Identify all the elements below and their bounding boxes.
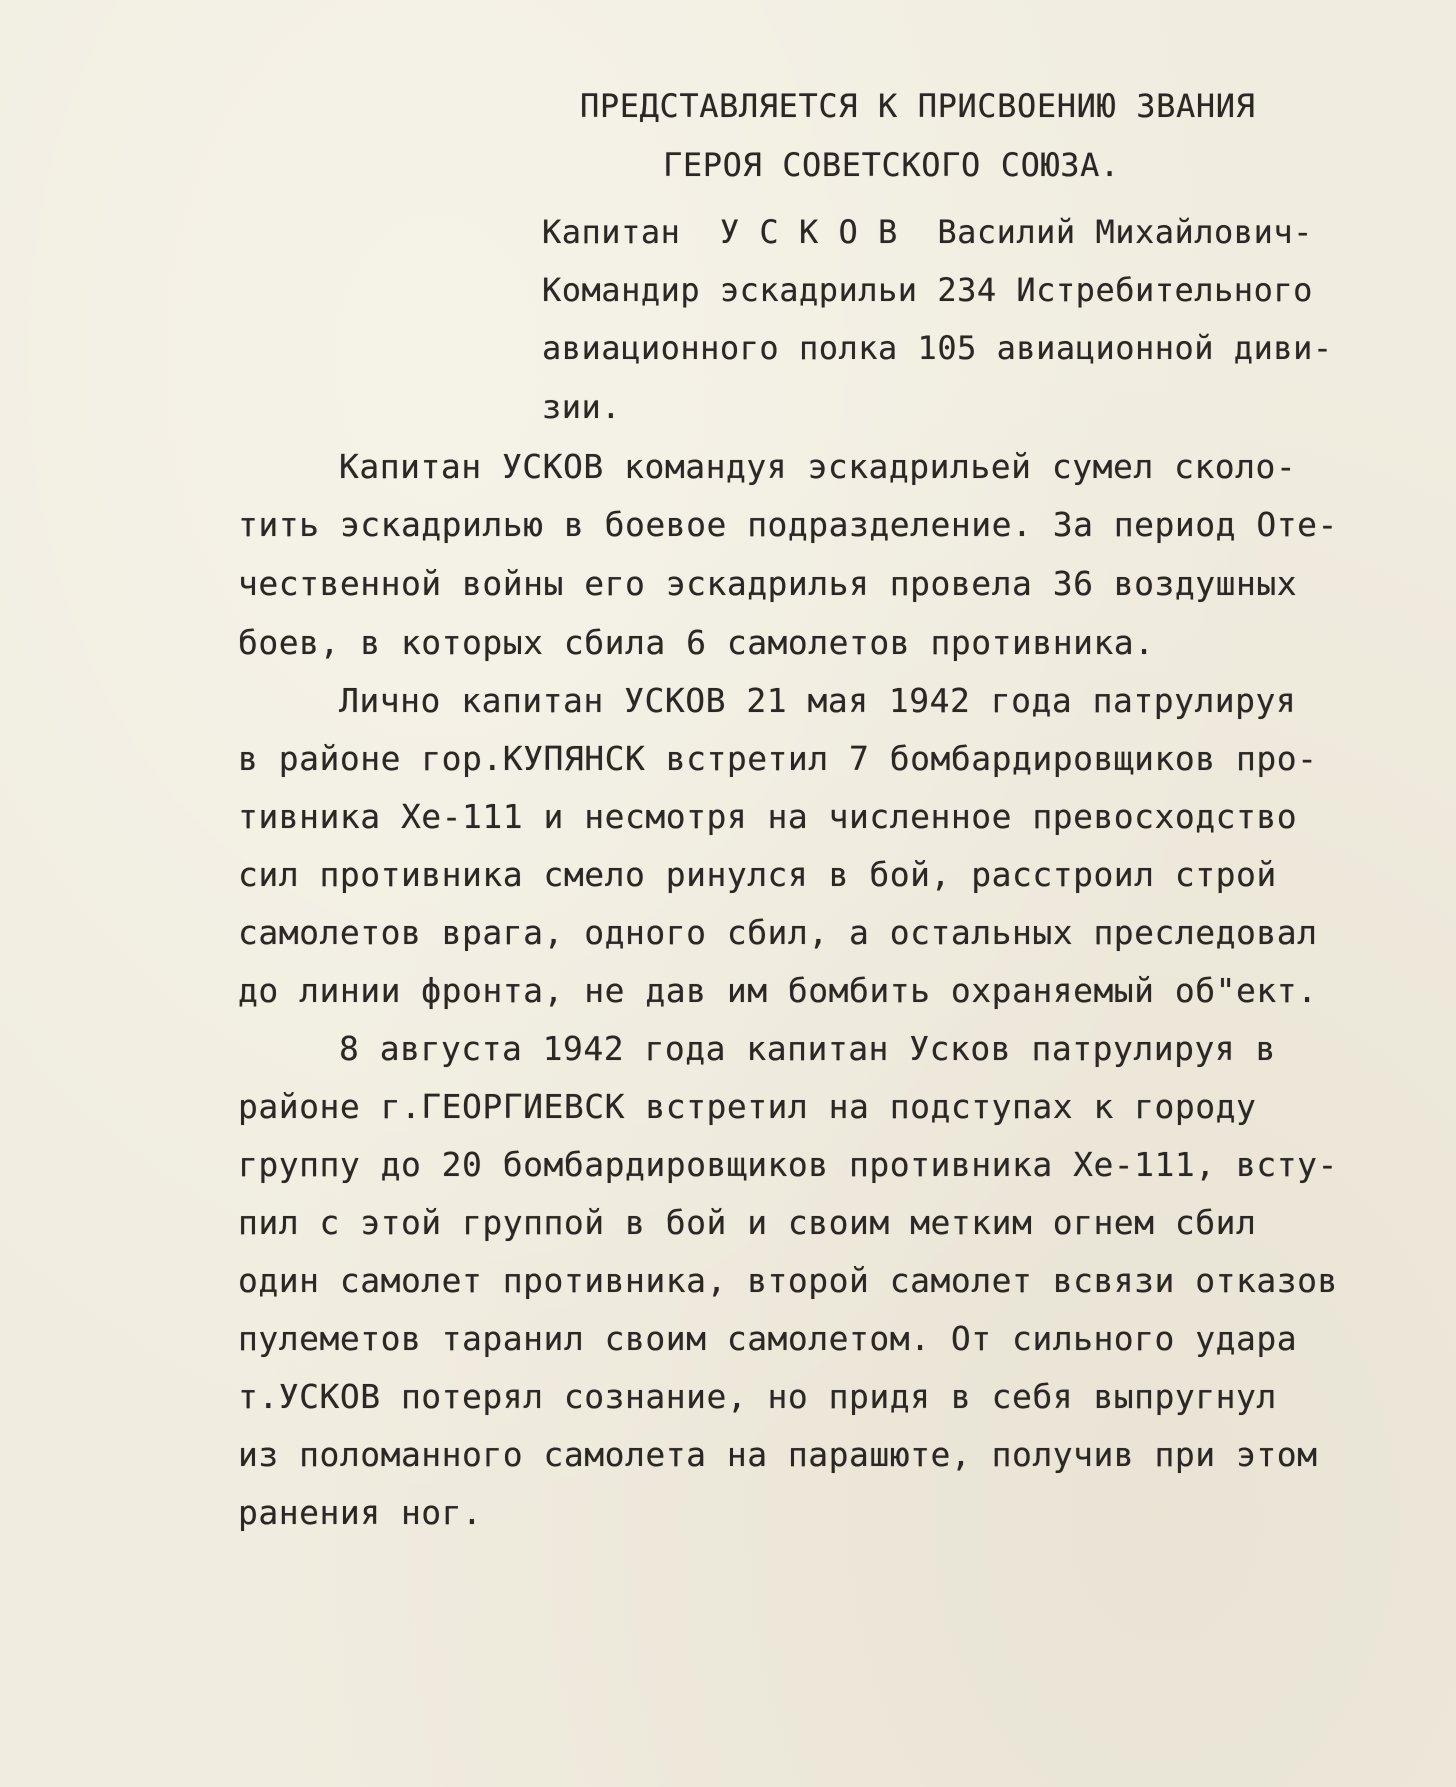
paragraph-3-line-9: ранения ног. — [238, 1493, 483, 1532]
paragraph-1-line-2: тить эскадрилью в боевое подразделение. За период Оте- — [238, 505, 1338, 544]
paragraph-2-line-2: в районе гор.КУПЯНСК встретил 7 бомбардировщиков про- — [238, 739, 1318, 778]
header-line-regiment: авиационного полка 105 авиационной диви- — [542, 329, 1333, 367]
paragraph-2-line-1: Лично капитан УСКОВ 21 мая 1942 года патрулируя — [339, 681, 1297, 720]
paragraph-2-line-6: до линии фронта, не дав им бомбить охраняемый об"ект. — [238, 971, 1318, 1010]
paragraph-3-line-3: группу до 20 бомбардировщиков противника Хе-111, всту- — [238, 1145, 1338, 1184]
paragraph-2-line-5: самолетов врага, одного сбил, а остальных преследовал — [238, 913, 1318, 952]
paragraph-3-line-7: т.УСКОВ потерял сознание, но придя в себя выпругнул — [238, 1377, 1277, 1416]
header-line-position: Командир эскадрильи 234 Истребительного — [542, 271, 1313, 309]
paragraph-3-line-5: один самолет противника, второй самолет всвязи отказов — [238, 1261, 1338, 1300]
document-title-line-2: ГЕРОЯ СОВЕТСКОГО СОЮЗА. — [663, 146, 1120, 184]
paragraph-3-line-4: пил с этой группой в бой и своим метким огнем сбил — [238, 1203, 1257, 1242]
paragraph-1-line-4: боев, в которых сбила 6 самолетов противника. — [238, 623, 1155, 662]
header-line-division: зии. — [542, 388, 622, 426]
paragraph-2-line-4: сил противника смело ринулся в бой, расстроил строй — [238, 855, 1277, 894]
document-title-line-1: ПРЕДСТАВЛЯЕТСЯ К ПРИСВОЕНИЮ ЗВАНИЯ — [580, 87, 1256, 125]
paragraph-3-line-1: 8 августа 1942 года капитан Усков патрулируя в — [339, 1029, 1276, 1068]
paragraph-1-line-1: Капитан УСКОВ командуя эскадрильей сумел сколо- — [339, 447, 1297, 486]
paragraph-3-line-6: пулеметов таранил своим самолетом. От сильного удара — [238, 1319, 1298, 1358]
paragraph-3-line-2: районе г.ГЕОРГИЕВСК встретил на подступах к городу — [238, 1087, 1257, 1126]
paragraph-2-line-3: тивника Хе-111 и несмотря на численное превосходство — [238, 797, 1298, 836]
paragraph-1-line-3: чественной войны его эскадрилья провела 36 воздушных — [238, 564, 1298, 603]
header-line-rank-name: Капитан У С К О В Василий Михайлович- — [542, 213, 1313, 251]
paragraph-3-line-8: из поломанного самолета на парашюте, получив при этом — [238, 1435, 1318, 1474]
